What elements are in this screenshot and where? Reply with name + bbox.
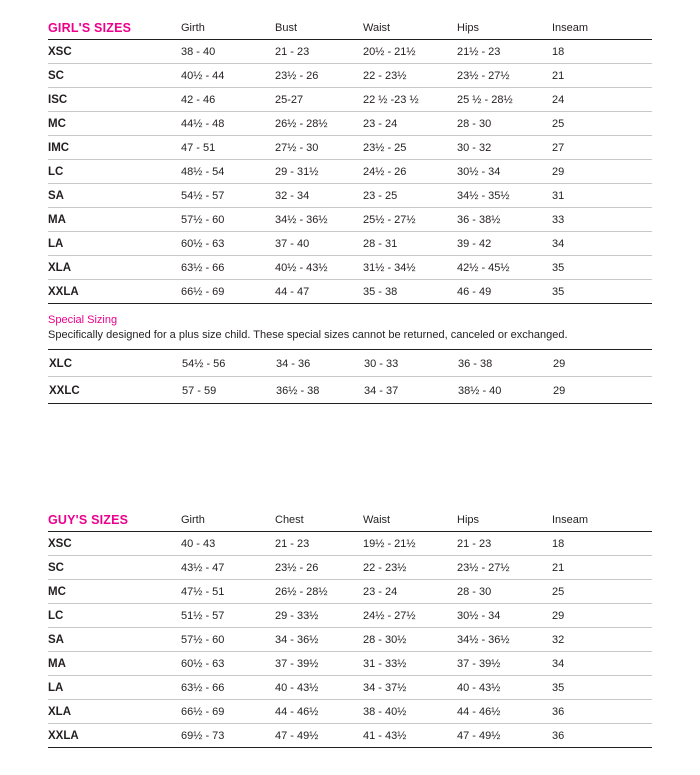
table-row <box>48 604 652 628</box>
size-code: XLA <box>48 256 181 280</box>
chest-value: 44 - 46½ <box>275 700 363 724</box>
hips-value: 36 - 38½ <box>457 208 552 232</box>
girth-value: 43½ - 47 <box>181 556 275 580</box>
size-code: SA <box>48 628 181 652</box>
table-row <box>48 160 652 184</box>
girth-value: 47½ - 51 <box>181 580 275 604</box>
girth-value: 48½ - 54 <box>181 160 275 184</box>
girls-sizes-table <box>48 16 652 304</box>
table-row <box>48 350 652 377</box>
hips-value: 21 - 23 <box>457 532 552 556</box>
chest-value: 29 - 33½ <box>275 604 363 628</box>
inseam-value: 32 <box>552 628 652 652</box>
hips-value: 28 - 30 <box>457 112 552 136</box>
bust-value: 25-27 <box>275 88 363 112</box>
waist-value: 22 - 23½ <box>363 64 457 88</box>
size-code: MA <box>48 208 181 232</box>
chest-value: 21 - 23 <box>275 532 363 556</box>
inseam-value: 25 <box>552 580 652 604</box>
hips-value: 39 - 42 <box>457 232 552 256</box>
table-row <box>48 184 652 208</box>
guys-column-header-chest: Chest <box>275 508 363 532</box>
inseam-value: 33 <box>552 208 652 232</box>
bust-value: 34 - 36 <box>275 350 363 377</box>
special-sizing-table <box>48 349 652 404</box>
waist-value: 35 - 38 <box>363 280 457 304</box>
hips-value: 37 - 39½ <box>457 652 552 676</box>
hips-value: 47 - 49½ <box>457 724 552 748</box>
inseam-value: 35 <box>552 256 652 280</box>
girth-value: 57 - 59 <box>181 377 275 404</box>
chest-value: 37 - 39½ <box>275 652 363 676</box>
size-code: MC <box>48 580 181 604</box>
bust-value: 23½ - 26 <box>275 64 363 88</box>
size-code: SA <box>48 184 181 208</box>
girls-table-body <box>48 40 652 304</box>
waist-value: 31½ - 34½ <box>363 256 457 280</box>
girth-value: 54½ - 56 <box>181 350 275 377</box>
size-code: LA <box>48 676 181 700</box>
guys-table-head <box>48 508 652 532</box>
hips-value: 25 ½ - 28½ <box>457 88 552 112</box>
girls-column-header-girth: Girth <box>181 16 275 40</box>
table-row <box>48 64 652 88</box>
table-row <box>48 700 652 724</box>
girth-value: 66½ - 69 <box>181 700 275 724</box>
table-row <box>48 377 652 404</box>
bust-value: 40½ - 43½ <box>275 256 363 280</box>
inseam-value: 35 <box>552 676 652 700</box>
hips-value: 30½ - 34 <box>457 604 552 628</box>
waist-value: 23 - 24 <box>363 112 457 136</box>
girls-column-header-waist: Waist <box>363 16 457 40</box>
table-row <box>48 676 652 700</box>
inseam-value: 29 <box>552 377 652 404</box>
bust-value: 44 - 47 <box>275 280 363 304</box>
size-code: IMC <box>48 136 181 160</box>
hips-value: 34½ - 35½ <box>457 184 552 208</box>
inseam-value: 18 <box>552 532 652 556</box>
girls-sizes-title: GIRL'S SIZES <box>48 16 181 40</box>
hips-value: 30 - 32 <box>457 136 552 160</box>
waist-value: 24½ - 26 <box>363 160 457 184</box>
girth-value: 60½ - 63 <box>181 232 275 256</box>
size-code: XSC <box>48 532 181 556</box>
table-row <box>48 652 652 676</box>
table-row <box>48 628 652 652</box>
size-code: LC <box>48 160 181 184</box>
size-code: MA <box>48 652 181 676</box>
inseam-value: 25 <box>552 112 652 136</box>
girth-value: 57½ - 60 <box>181 628 275 652</box>
inseam-value: 24 <box>552 88 652 112</box>
girls-sizes-section <box>48 16 652 404</box>
table-row <box>48 532 652 556</box>
inseam-value: 21 <box>552 64 652 88</box>
size-code: ISC <box>48 88 181 112</box>
table-row <box>48 256 652 280</box>
hips-value: 46 - 49 <box>457 280 552 304</box>
girth-value: 38 - 40 <box>181 40 275 64</box>
girth-value: 69½ - 73 <box>181 724 275 748</box>
inseam-value: 27 <box>552 136 652 160</box>
waist-value: 22 - 23½ <box>363 556 457 580</box>
inseam-value: 31 <box>552 184 652 208</box>
girth-value: 47 - 51 <box>181 136 275 160</box>
size-code: XXLA <box>48 724 181 748</box>
girls-column-header-inseam: Inseam <box>552 16 652 40</box>
girls-column-header-bust: Bust <box>275 16 363 40</box>
special-sizing-title: Special Sizing <box>48 314 118 326</box>
guys-table-body <box>48 532 652 748</box>
waist-value: 28 - 31 <box>363 232 457 256</box>
inseam-value: 34 <box>552 652 652 676</box>
waist-value: 28 - 30½ <box>363 628 457 652</box>
waist-value: 34 - 37 <box>363 377 457 404</box>
hips-value: 21½ - 23 <box>457 40 552 64</box>
inseam-value: 36 <box>552 700 652 724</box>
chest-value: 26½ - 28½ <box>275 580 363 604</box>
table-row <box>48 136 652 160</box>
waist-value: 22 ½ -23 ½ <box>363 88 457 112</box>
inseam-value: 21 <box>552 556 652 580</box>
chest-value: 34 - 36½ <box>275 628 363 652</box>
hips-value: 38½ - 40 <box>457 377 552 404</box>
waist-value: 38 - 40½ <box>363 700 457 724</box>
table-row <box>48 280 652 304</box>
inseam-value: 36 <box>552 724 652 748</box>
size-code: MC <box>48 112 181 136</box>
girth-value: 63½ - 66 <box>181 676 275 700</box>
hips-value: 30½ - 34 <box>457 160 552 184</box>
waist-value: 23 - 25 <box>363 184 457 208</box>
bust-value: 34½ - 36½ <box>275 208 363 232</box>
girth-value: 40 - 43 <box>181 532 275 556</box>
waist-value: 23½ - 25 <box>363 136 457 160</box>
guys-sizes-title: GUY'S SIZES <box>48 508 181 532</box>
girls-column-header-hips: Hips <box>457 16 552 40</box>
chest-value: 23½ - 26 <box>275 556 363 580</box>
waist-value: 19½ - 21½ <box>363 532 457 556</box>
inseam-value: 34 <box>552 232 652 256</box>
girth-value: 66½ - 69 <box>181 280 275 304</box>
size-code: XXLA <box>48 280 181 304</box>
special-sizing-section <box>48 304 652 404</box>
hips-value: 42½ - 45½ <box>457 256 552 280</box>
girth-value: 40½ - 44 <box>181 64 275 88</box>
bust-value: 32 - 34 <box>275 184 363 208</box>
table-row <box>48 40 652 64</box>
bust-value: 37 - 40 <box>275 232 363 256</box>
hips-value: 40 - 43½ <box>457 676 552 700</box>
waist-value: 30 - 33 <box>363 350 457 377</box>
size-code: LA <box>48 232 181 256</box>
waist-value: 41 - 43½ <box>363 724 457 748</box>
bust-value: 21 - 23 <box>275 40 363 64</box>
table-row <box>48 208 652 232</box>
hips-value: 36 - 38 <box>457 350 552 377</box>
size-code: LC <box>48 604 181 628</box>
table-row <box>48 112 652 136</box>
table-row <box>48 556 652 580</box>
waist-value: 31 - 33½ <box>363 652 457 676</box>
inseam-value: 18 <box>552 40 652 64</box>
inseam-value: 29 <box>552 604 652 628</box>
guys-sizes-table <box>48 508 652 748</box>
waist-value: 24½ - 27½ <box>363 604 457 628</box>
special-sizing-table-body <box>48 350 652 404</box>
girth-value: 57½ - 60 <box>181 208 275 232</box>
table-row <box>48 724 652 748</box>
guys-sizes-section <box>48 508 652 748</box>
girth-value: 42 - 46 <box>181 88 275 112</box>
girth-value: 63½ - 66 <box>181 256 275 280</box>
hips-value: 44 - 46½ <box>457 700 552 724</box>
guys-column-header-girth: Girth <box>181 508 275 532</box>
hips-value: 34½ - 36½ <box>457 628 552 652</box>
girth-value: 60½ - 63 <box>181 652 275 676</box>
girth-value: 54½ - 57 <box>181 184 275 208</box>
bust-value: 36½ - 38 <box>275 377 363 404</box>
table-row <box>48 232 652 256</box>
hips-value: 28 - 30 <box>457 580 552 604</box>
size-code: XXLC <box>48 377 181 404</box>
girls-table-head <box>48 16 652 40</box>
table-row <box>48 88 652 112</box>
waist-value: 25½ - 27½ <box>363 208 457 232</box>
special-sizing-note: Specifically designed for a plus size child. These special sizes cannot be returned, canceled or exchanged. <box>48 329 568 341</box>
waist-value: 23 - 24 <box>363 580 457 604</box>
bust-value: 27½ - 30 <box>275 136 363 160</box>
waist-value: 34 - 37½ <box>363 676 457 700</box>
inseam-value: 29 <box>552 160 652 184</box>
hips-value: 23½ - 27½ <box>457 64 552 88</box>
size-code: SC <box>48 64 181 88</box>
size-code: XLC <box>48 350 181 377</box>
guys-header-row <box>48 508 652 532</box>
size-code: SC <box>48 556 181 580</box>
size-code: XLA <box>48 700 181 724</box>
bust-value: 26½ - 28½ <box>275 112 363 136</box>
waist-value: 20½ - 21½ <box>363 40 457 64</box>
chest-value: 40 - 43½ <box>275 676 363 700</box>
girth-value: 51½ - 57 <box>181 604 275 628</box>
girth-value: 44½ - 48 <box>181 112 275 136</box>
inseam-value: 29 <box>552 350 652 377</box>
inseam-value: 35 <box>552 280 652 304</box>
table-row <box>48 580 652 604</box>
hips-value: 23½ - 27½ <box>457 556 552 580</box>
guys-column-header-waist: Waist <box>363 508 457 532</box>
size-code: XSC <box>48 40 181 64</box>
girls-header-row <box>48 16 652 40</box>
guys-column-header-hips: Hips <box>457 508 552 532</box>
chest-value: 47 - 49½ <box>275 724 363 748</box>
bust-value: 29 - 31½ <box>275 160 363 184</box>
guys-column-header-inseam: Inseam <box>552 508 652 532</box>
